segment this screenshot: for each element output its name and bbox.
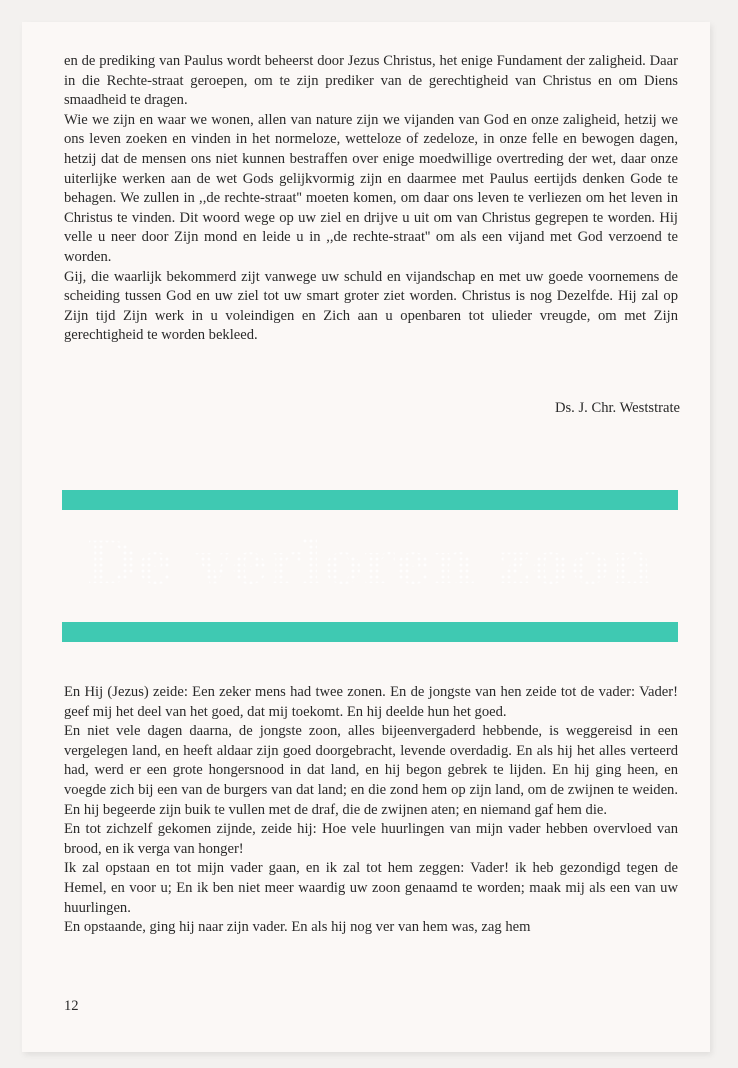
heading-bar-bottom bbox=[62, 622, 678, 642]
paragraph: En tot zichzelf gekomen zijnde, zeide hij: Hoe vele huurlingen van mijn vader hebben overvloed van brood, en ik verga van honger! bbox=[64, 821, 678, 857]
paragraph: En Hij (Jezus) zeide: Een zeker mens had twee zonen. En de jongste van hen zeide tot de vader: Vader! geef mij het deel van het goed, dat mij toekomt. En hij deelde hun het goed. bbox=[64, 684, 678, 720]
continued-article bbox=[64, 52, 678, 346]
paragraph: En niet vele dagen daarna, de jongste zoon, alles bijeenvergaderd hebbende, is weggereisd in een vergelegen land, en heeft aldaar zijn goed doorgebracht, levende overdadig. En als hij het alles verteerd had, werd er een grote hongersnood in dat land, en hij begon gebrek te lijden. En hij ging heen, en voegde zich bij een van de burgers van dat land; en die zond hem op zijn land, om de zwijnen te weiden. En hij begeerde zijn buik te vullen met de draf, die de zwijnen aten; en niemand gaf hem die. bbox=[64, 723, 678, 818]
paragraph: en de prediking van Paulus wordt beheerst door Jezus Christus, het enige Fundament der zaligheid. Daar in die Rechte-straat geroepen, om te zijn prediker van de gerechtigheid van Christus en om Diens smaadheid te dragen. bbox=[64, 53, 678, 109]
heading-bar-top bbox=[62, 490, 678, 510]
article-heading-text: De verloren zoon bbox=[86, 529, 654, 597]
article-heading bbox=[62, 520, 678, 606]
paragraph: En opstaande, ging hij naar zijn vader. En als hij nog ver van hem was, zag hem bbox=[64, 919, 531, 936]
page-number: 12 bbox=[64, 998, 79, 1014]
article-body bbox=[64, 683, 678, 938]
book-page bbox=[22, 22, 710, 1052]
author-signature: Ds. J. Chr. Weststrate bbox=[554, 400, 680, 416]
paragraph: Gij, die waarlijk bekommerd zijt vanwege uw schuld en vijandschap en met uw goede voornemens de scheiding tussen God en uw ziel tot uw smart groter ziet worden. Christus is nog Dezelfde. Hij zal op Zijn tijd Zijn werk in u voleindigen en Zich aan u openbaren tot ulieder vreugde, om met Zijn gerechtigheid te worden bekleed. bbox=[64, 268, 678, 344]
paragraph: Ik zal opstaan en tot mijn vader gaan, en ik zal tot hem zeggen: Vader! ik heb gezondigd tegen de Hemel, en voor u; En ik ben niet meer waardig uw zoon genaamd te worden; maak mij als een van uw huurlingen. bbox=[64, 860, 678, 916]
paragraph: Wie we zijn en waar we wonen, allen van nature zijn we vijanden van God en onze zaligheid, hetzij we ons leven zoeken en vinden in het normeloze, wetteloze of zedeloze, in onze felle en bewogen dagen, hetzij dat de mensen ons niet kunnen bestraffen over enige moedwillige overtreding der wet, daar onze uiterlijke werken aan de wet Gods gelijkvormig zijn en daarmee met Paulus eertijds denken Gode te behagen. We zullen in ,,de rechte-straat'' moeten komen, om daar ons leven te verliezen om het leven in Christus te vinden. Dit woord wege op uw ziel en drijve u uit om van Christus gegrepen te worden. Hij velle u neer door Zijn mond en leide u in ,,de rechte-straat'' om als een vijand met God verzoend te worden. bbox=[64, 111, 678, 265]
